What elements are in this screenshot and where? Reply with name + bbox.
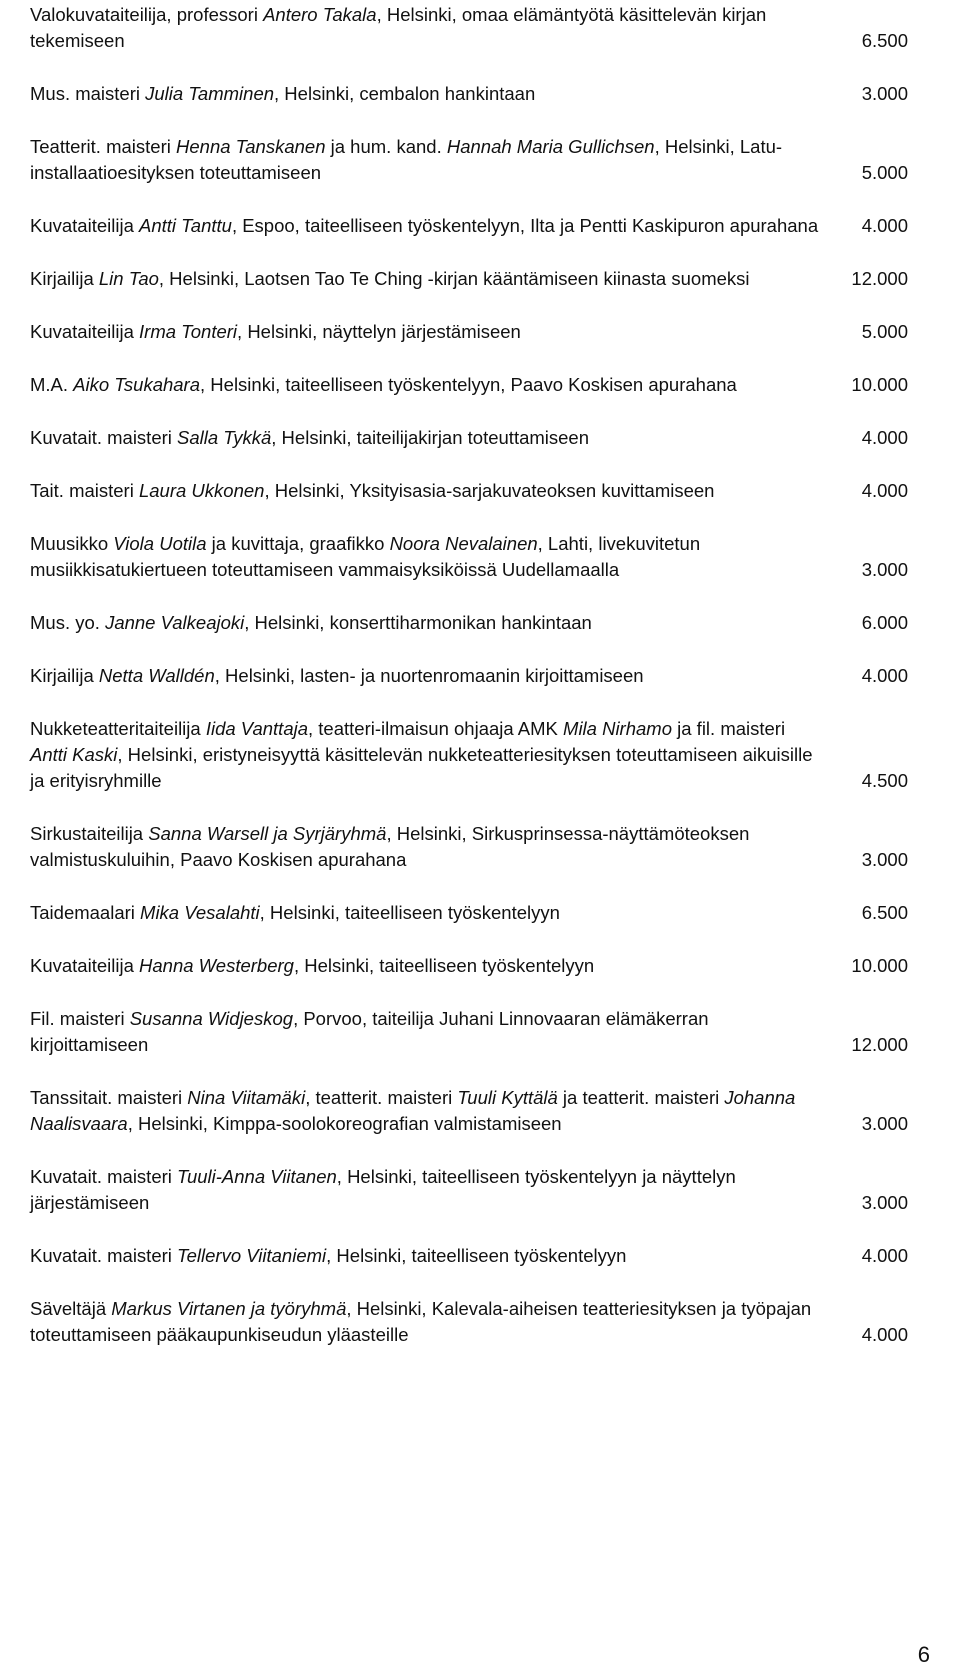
page-number: 6 — [917, 1642, 930, 1667]
description-text: Mus. maisteri — [30, 83, 146, 104]
recipient-name: Antti Tanttu — [139, 215, 232, 236]
grant-entry — [30, 953, 908, 979]
grant-description — [30, 319, 908, 345]
description-text: , Helsinki, omaa elämäntyötä käsittelevän kirjan tekemiseen — [30, 4, 767, 51]
recipient-name: Viola Uotila — [113, 533, 207, 554]
description-text: Kuvatait. maisteri — [30, 1245, 178, 1266]
grant-description — [30, 81, 908, 107]
description-text: Sirkustaiteilija — [30, 823, 149, 844]
description-text: , Helsinki, taiteelliseen työskentelyyn ja näyttelyn järjestämiseen — [30, 1166, 736, 1213]
grant-entry — [30, 425, 908, 451]
recipient-name: Henna Tanskanen — [176, 136, 326, 157]
grant-entry — [30, 2, 908, 54]
description-text: , Helsinki, taiteelliseen työskentelyyn, Paavo Koskisen apurahana — [200, 374, 737, 395]
grant-amount: 3.000 — [861, 559, 908, 580]
description-text: , Porvoo, taiteilija Juhani Linnovaaran elämäkerran kirjoittamiseen — [30, 1008, 709, 1055]
recipient-name: Mila Nirhamo — [563, 718, 672, 739]
description-text: , Helsinki, cembalon hankintaan — [274, 83, 536, 104]
grant-amount: 5.000 — [861, 321, 908, 342]
description-text: ja fil. maisteri — [672, 718, 786, 739]
description-text: ja hum. kand. — [325, 136, 447, 157]
recipient-name: Mika Vesalahti — [140, 902, 260, 923]
recipient-name: Antti Kaski — [30, 744, 118, 765]
description-text: , teatterit. maisteri — [305, 1087, 458, 1108]
grant-amount: 6.500 — [861, 902, 908, 923]
grant-amount: 10.000 — [851, 374, 908, 395]
description-text: Tanssitait. maisteri — [30, 1087, 188, 1108]
grant-entry — [30, 213, 908, 239]
description-text: , Espoo, taiteelliseen työskentelyyn, Ilta ja Pentti Kaskipuron apurahana — [231, 215, 819, 236]
grant-description — [30, 1006, 908, 1058]
grant-amount: 10.000 — [851, 955, 908, 976]
grant-description — [30, 425, 908, 451]
recipient-name: Lin Tao — [98, 268, 159, 289]
description-text: Kuvatait. maisteri — [30, 427, 178, 448]
description-text: ja kuvittaja, graafikko — [206, 533, 390, 554]
grant-description — [30, 2, 908, 54]
grant-entry — [30, 531, 908, 583]
recipient-name: Markus Virtanen ja työryhmä — [111, 1298, 347, 1319]
description-text: Kirjailija — [30, 665, 99, 686]
recipient-name: Laura Ukkonen — [138, 480, 265, 501]
grant-entry — [30, 1164, 908, 1216]
recipient-name: Noora Nevalainen — [389, 533, 538, 554]
grant-entry — [30, 1296, 908, 1348]
grant-entry — [30, 663, 908, 689]
recipient-name: Iida Vanttaja — [205, 718, 309, 739]
recipient-name: Antero Takala — [263, 4, 377, 25]
recipient-name: Hanna Westerberg — [139, 955, 294, 976]
grant-entry — [30, 478, 908, 504]
grant-description — [30, 900, 908, 926]
description-text: , Helsinki, taiteelliseen työskentelyyn — [259, 902, 560, 923]
grant-description — [30, 1164, 908, 1216]
grant-amount: 3.000 — [861, 1113, 908, 1134]
description-text: M.A. — [30, 374, 74, 395]
grant-amount: 4.000 — [861, 427, 908, 448]
grant-entry — [30, 134, 908, 186]
grant-description — [30, 663, 908, 689]
description-text: Kuvataiteilija — [30, 215, 140, 236]
description-text: , Lahti, livekuvitetun musiikkisatukiertueen toteuttamiseen vammaisyksiköissä Uudellamaalla — [30, 533, 701, 580]
description-text: Muusikko — [30, 533, 114, 554]
description-text: Fil. maisteri — [30, 1008, 130, 1029]
grant-entry — [30, 319, 908, 345]
recipient-name: Tellervo Viitaniemi — [177, 1245, 327, 1266]
recipient-name: Julia Tamminen — [145, 83, 275, 104]
description-text: , Helsinki, eristyneisyyttä käsittelevän nukketeatteriesityksen toteuttamiseen aikuisille ja erityisryhmille — [30, 744, 813, 791]
grant-entry — [30, 1243, 908, 1269]
grant-description — [30, 1085, 908, 1137]
recipient-name: Susanna Widjeskog — [129, 1008, 294, 1029]
grant-description — [30, 213, 908, 239]
recipient-name: Salla Tykkä — [177, 427, 272, 448]
grant-entry — [30, 1085, 908, 1137]
description-text: Säveltäjä — [30, 1298, 112, 1319]
grant-amount: 4.000 — [861, 480, 908, 501]
grant-description — [30, 1243, 908, 1269]
grant-description — [30, 531, 908, 583]
description-text: Kuvataiteilija — [30, 321, 140, 342]
grant-amount: 4.000 — [861, 1324, 908, 1345]
grant-amount: 6.000 — [861, 612, 908, 633]
grant-entry — [30, 821, 908, 873]
grant-amount: 3.000 — [861, 849, 908, 870]
grant-amount: 4.000 — [861, 1245, 908, 1266]
recipient-name: Hannah Maria Gullichsen — [446, 136, 655, 157]
grant-amount: 4.000 — [861, 215, 908, 236]
description-text: , Helsinki, Latu-installaatioesityksen toteuttamiseen — [30, 136, 783, 183]
description-text: , Helsinki, Kalevala-aiheisen teatteriesityksen ja työpajan toteuttamiseen pääkaupunkiseudun yläasteille — [30, 1298, 812, 1345]
recipient-name: Johanna Naalisvaara — [30, 1087, 796, 1134]
grant-description — [30, 478, 908, 504]
description-text: , Helsinki, konserttiharmonikan hankintaan — [244, 612, 592, 633]
grant-amount: 3.000 — [861, 83, 908, 104]
grant-entry — [30, 610, 908, 636]
recipient-name: Nina Viitamäki — [187, 1087, 306, 1108]
description-text: Nukketeatteritaiteilija — [30, 718, 206, 739]
description-text: , Helsinki, Laotsen Tao Te Ching -kirjan kääntämiseen kiinasta suomeksi — [158, 268, 750, 289]
description-text: , Helsinki, Yksityisasia-sarjakuvateoksen kuvittamiseen — [264, 480, 715, 501]
description-text: ja teatterit. maisteri — [557, 1087, 725, 1108]
grant-entry — [30, 900, 908, 926]
grant-description — [30, 372, 908, 398]
grant-description — [30, 716, 908, 794]
grant-amount: 3.000 — [861, 1192, 908, 1213]
grant-description — [30, 610, 908, 636]
grant-list — [30, 2, 908, 1375]
recipient-name: Janne Valkeajoki — [105, 612, 245, 633]
recipient-name: Netta Walldén — [98, 665, 215, 686]
grant-amount: 12.000 — [851, 1034, 908, 1055]
description-text: Kirjailija — [30, 268, 99, 289]
description-text: , teatteri-ilmaisun ohjaaja AMK — [308, 718, 564, 739]
description-text: , Helsinki, taiteelliseen työskentelyyn — [293, 955, 595, 976]
grant-entry — [30, 81, 908, 107]
recipient-name: Irma Tonteri — [139, 321, 238, 342]
description-text: , Helsinki, lasten- ja nuortenromaanin kirjoittamiseen — [214, 665, 644, 686]
grant-entry — [30, 372, 908, 398]
description-text: Tait. maisteri — [30, 480, 139, 501]
grant-amount: 5.000 — [861, 162, 908, 183]
grant-entry — [30, 716, 908, 794]
description-text: Taidemaalari — [30, 902, 141, 923]
grant-description — [30, 821, 908, 873]
description-text: Kuvatait. maisteri — [30, 1166, 178, 1187]
grant-description — [30, 953, 908, 979]
recipient-name: Aiko Tsukahara — [73, 374, 201, 395]
description-text: Mus. yo. — [30, 612, 106, 633]
recipient-name: Sanna Warsell ja Syrjäryhmä — [148, 823, 387, 844]
recipient-name: Tuuli Kyttälä — [457, 1087, 558, 1108]
grant-description — [30, 134, 908, 186]
grant-amount: 12.000 — [851, 268, 908, 289]
recipient-name: Tuuli-Anna Viitanen — [177, 1166, 337, 1187]
description-text: , Helsinki, Kimppa-soolokoreografian valmistamiseen — [127, 1113, 562, 1134]
description-text: , Helsinki, näyttelyn järjestämiseen — [237, 321, 521, 342]
description-text: Teatterit. maisteri — [30, 136, 176, 157]
grant-entry — [30, 1006, 908, 1058]
description-text: , Helsinki, taiteelliseen työskentelyyn — [326, 1245, 627, 1266]
grant-amount: 6.500 — [861, 30, 908, 51]
description-text: , Helsinki, taiteilijakirjan toteuttamiseen — [271, 427, 590, 448]
grant-entry — [30, 266, 908, 292]
description-text: , Helsinki, Sirkusprinsessa-näyttämöteoksen valmistuskuluihin, Paavo Koskisen apurahana — [30, 823, 750, 870]
grant-description — [30, 266, 908, 292]
grant-description — [30, 1296, 908, 1348]
description-text: Valokuvataiteilija, professori — [30, 4, 264, 25]
grant-amount: 4.000 — [861, 665, 908, 686]
grant-amount: 4.500 — [861, 770, 908, 791]
description-text: Kuvataiteilija — [30, 955, 140, 976]
